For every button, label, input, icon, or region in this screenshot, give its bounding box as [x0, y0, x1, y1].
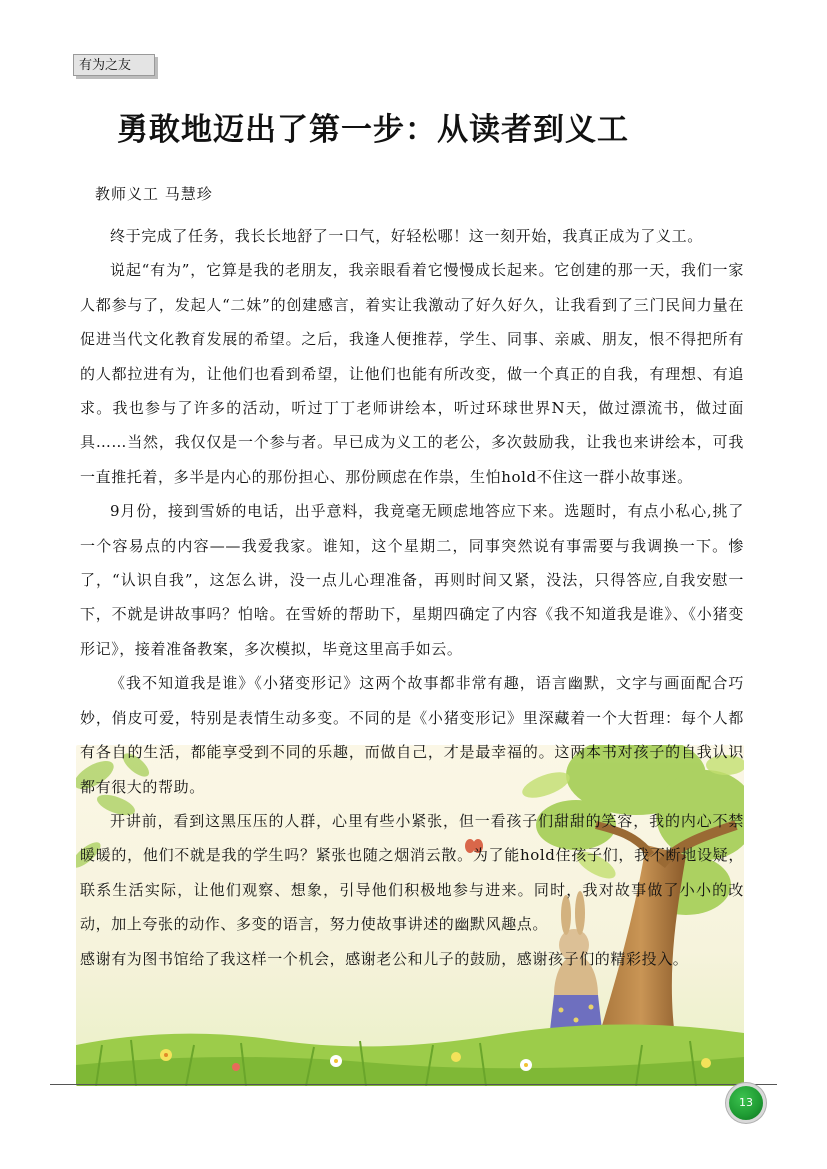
- paragraph: 说起“有为”，它算是我的老朋友，我亲眼看着它慢慢成长起来。它创建的那一天，我们一家人都参与了，发起人“二妹”的创建感言，着实让我激动了好久好久，让我看到了三门民间力量在促进当代文化教育发展的希望。之后，我逢人便推荐，学生、同事、亲戚、朋友，恨不得把所有的人都拉进有为，让他们也看到希望，让他们也能有所改变，做一个真正的自我，有理想、有追求。我也参与了许多的活动，听过丁丁老师讲绘本，听过环球世界N天，做过漂流书，做过面具……当然，我仅仅是一个参与者。早已成为义工的老公，多次鼓励我，让我也来讲绘本，可我一直推托着，多半是内心的那份担心、那份顾虑在作祟，生怕hold不住这一群小故事迷。: [80, 261, 744, 486]
- paragraph: 终于完成了任务，我长长地舒了一口气，好轻松哪！这一刻开始，我真正成为了义工。: [110, 227, 703, 245]
- article-title: 勇敢地迈出了第一步：从读者到义工: [117, 112, 629, 148]
- paragraph: 开讲前，看到这黑压压的人群，心里有些小紧张，但一看孩子们甜甜的笑容，我的内心不禁暖暖的，他们不就是我的学生吗？紧张也随之烟消云散。为了能hold住孩子们，我不断地设疑，联系生活实际，让他们观察、想象，引导他们积极地参与进来。同时，我对故事做了小小的改动，加上夸张的动作、多变的语言，努力使故事讲述的幽默风趣点。: [80, 811, 744, 934]
- page-number: 13: [729, 1086, 763, 1120]
- paragraph: 感谢有为图书馆给了我这样一个机会，感谢老公和儿子的鼓励，感谢孩子们的精彩投入。: [80, 949, 689, 968]
- article-author: 教师义工 马慧珍: [95, 185, 213, 203]
- paragraph: 9月份，接到雪娇的电话，出乎意料，我竟毫无顾虑地答应下来。选题时，有点小私心,挑了一个容易点的内容——我爱我家。谁知，这个星期二，同事突然说有事需要与我调换一下。惨了，“认识自我”，这怎么讲，没一点儿心理准备，再则时间又紧，没法，只得答应,自我安慰一下，不就是讲故事吗？怕啥。在雪娇的帮助下，星期四确定了内容《我不知道我是谁》、《小猪变形记》，接着准备教案，多次模拟，毕竟这里高手如云。: [80, 502, 744, 658]
- article-body: [80, 219, 744, 976]
- footer-divider: [50, 1084, 777, 1085]
- section-tag: 有为之友: [73, 54, 155, 76]
- paragraph: 《我不知道我是谁》《小猪变形记》这两个故事都非常有趣，语言幽默，文字与画面配合巧妙，俏皮可爱，特别是表情生动多变。不同的是《小猪变形记》里深藏着一个大哲理：每个人都有各自的生活，都能享受到不同的乐趣，而做自己，才是最幸福的。这两本书对孩子的自我认识都有很大的帮助。: [80, 674, 744, 796]
